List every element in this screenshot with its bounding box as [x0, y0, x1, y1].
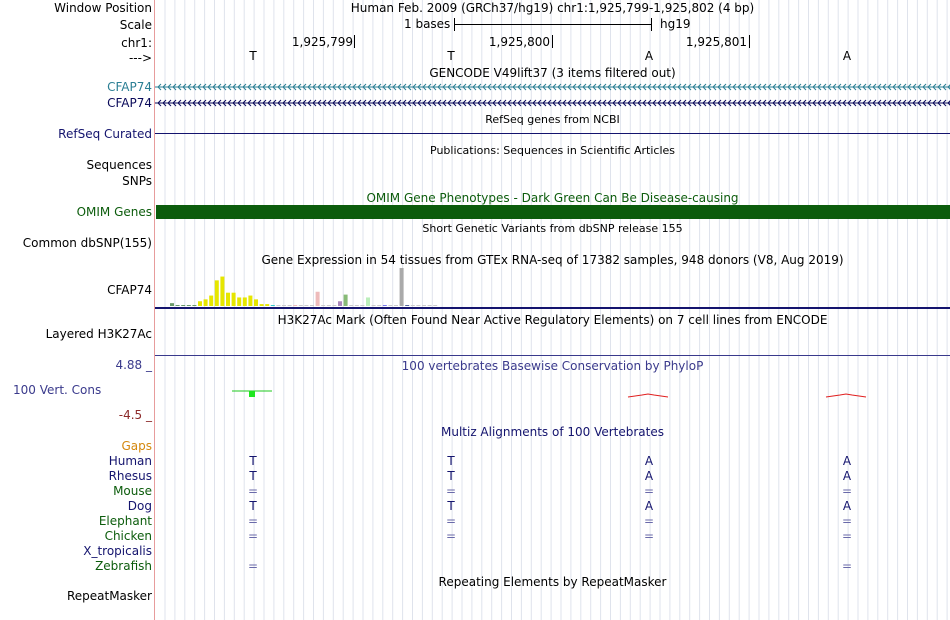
multiz-species-label[interactable]: Mouse	[113, 484, 152, 498]
gtex-bar[interactable]	[215, 280, 219, 306]
gtex-bar[interactable]	[416, 305, 420, 306]
publications-track-label[interactable]: Sequences	[86, 158, 152, 172]
gencode-track-title[interactable]: GENCODE V49lift37 (3 items filtered out)	[429, 66, 676, 80]
multiz-base: =	[445, 514, 457, 528]
gtex-bar[interactable]	[338, 301, 342, 306]
multiz-base: A	[644, 469, 654, 483]
multiz-species-label[interactable]: Zebrafish	[95, 559, 152, 573]
phylop-max-label: 4.88 _	[115, 358, 152, 372]
scale-bar	[454, 24, 652, 25]
multiz-species-label[interactable]: Dog	[127, 499, 152, 513]
refseq-gene-line[interactable]	[155, 133, 950, 134]
gtex-bar[interactable]	[271, 305, 275, 306]
repeatmasker-track-label[interactable]: RepeatMasker	[66, 589, 152, 603]
gtex-bar[interactable]	[282, 305, 286, 306]
gtex-bar[interactable]	[243, 297, 247, 306]
gtex-bar[interactable]	[321, 305, 325, 306]
ref-base-4: A	[842, 49, 852, 63]
strand-label: --->	[128, 51, 152, 65]
gtex-bar[interactable]	[433, 305, 437, 306]
multiz-base: A	[842, 469, 852, 483]
gtex-bar[interactable]	[237, 297, 241, 306]
scale-bar-right-tick	[651, 18, 652, 31]
gtex-bar[interactable]	[220, 277, 224, 306]
gtex-bar[interactable]	[276, 305, 280, 306]
multiz-base: T	[249, 499, 257, 513]
gencode-item-2[interactable]	[155, 98, 950, 108]
gtex-bar[interactable]	[327, 305, 331, 306]
multiz-species-label[interactable]: Rhesus	[108, 469, 152, 483]
window-position-label: Window Position	[54, 1, 152, 15]
gtex-track-title[interactable]: Gene Expression in 54 tissues from GTEx RNA-seq of 17382 samples, 948 donors (V8, Aug 2019)	[261, 253, 844, 267]
coord-label-3: 1,925,801	[685, 35, 747, 49]
scale-bar-text: 1 bases	[404, 17, 451, 31]
omim-track-label[interactable]: OMIM Genes	[76, 205, 152, 219]
multiz-base: =	[445, 484, 457, 498]
multiz-species-label[interactable]: X_tropicalis	[83, 544, 152, 558]
multiz-base: T	[249, 469, 257, 483]
gtex-bar[interactable]	[388, 305, 392, 306]
gtex-bar[interactable]	[204, 299, 208, 306]
dbsnp-track-title[interactable]: Short Genetic Variants from dbSNP release 155	[422, 222, 683, 235]
gtex-bar[interactable]	[248, 296, 252, 306]
multiz-base: A	[842, 499, 852, 513]
multiz-base: =	[841, 559, 853, 573]
gencode-item-label-2[interactable]: CFAP74	[107, 96, 152, 110]
coord-tick-3	[749, 35, 750, 48]
multiz-base: =	[643, 529, 655, 543]
gtex-bar[interactable]	[176, 305, 180, 306]
gtex-bar[interactable]	[304, 305, 308, 306]
coord-label-1: 1,925,799	[291, 35, 353, 49]
coord-tick-2	[552, 35, 553, 48]
chrom-label: chr1:	[121, 36, 152, 50]
gtex-bar[interactable]	[226, 293, 230, 306]
multiz-base: A	[644, 454, 654, 468]
phylop-min-label: -4.5 _	[118, 408, 152, 422]
gtex-bar[interactable]	[293, 305, 297, 306]
grid-lines	[155, 0, 950, 620]
scale-bar-left-tick	[454, 18, 455, 31]
phylop-plot[interactable]	[155, 372, 950, 420]
gtex-bar[interactable]	[411, 305, 415, 306]
gtex-bar[interactable]	[310, 305, 314, 306]
assembly-label: hg19	[660, 17, 691, 31]
coord-label-2: 1,925,800	[488, 35, 550, 49]
publications-track-title[interactable]: Publications: Sequences in Scientific Articles	[430, 144, 675, 157]
gtex-bar-chart[interactable]	[155, 268, 950, 310]
gtex-bar[interactable]	[181, 305, 185, 306]
phylop-negative-line[interactable]	[826, 394, 866, 397]
sidebar-border	[154, 0, 155, 620]
gtex-bar[interactable]	[316, 292, 320, 306]
gtex-bar[interactable]	[355, 305, 359, 306]
multiz-base: =	[841, 484, 853, 498]
multiz-base: A	[842, 454, 852, 468]
coord-tick-1	[354, 35, 355, 48]
gtex-bar[interactable]	[299, 305, 303, 306]
multiz-base: T	[447, 499, 455, 513]
omim-gene-bar[interactable]	[156, 205, 950, 219]
gtex-bar[interactable]	[192, 305, 196, 306]
gencode-item-1[interactable]	[155, 82, 950, 92]
gtex-bar[interactable]	[383, 305, 387, 306]
multiz-base: =	[643, 514, 655, 528]
refseq-track-label[interactable]: RefSeq Curated	[58, 127, 152, 141]
gtex-bar[interactable]	[260, 304, 264, 306]
gtex-bar[interactable]	[377, 305, 381, 306]
ref-base-3: A	[644, 49, 654, 63]
gtex-bar[interactable]	[349, 305, 353, 306]
h3k27ac-baseline	[155, 355, 950, 356]
gtex-bar[interactable]	[209, 296, 213, 306]
gtex-bar[interactable]	[187, 305, 191, 306]
phylop-negative-line[interactable]	[628, 394, 668, 397]
h3k27ac-track-title[interactable]: H3K27Ac Mark (Often Found Near Active Regulatory Elements) on 7 cell lines from ENCODE	[277, 313, 828, 327]
window-position-text: Human Feb. 2009 (GRCh37/hg19) chr1:1,925,799-1,925,802 (4 bp)	[350, 1, 755, 15]
gaps-track-label[interactable]: Gaps	[121, 439, 152, 453]
omim-track-title[interactable]: OMIM Gene Phenotypes - Dark Green Can Be Disease-causing	[366, 191, 739, 205]
gtex-bar[interactable]	[394, 305, 398, 306]
gtex-bar[interactable]	[428, 305, 432, 306]
multiz-base: T	[249, 454, 257, 468]
phylop-positive-bar[interactable]	[249, 391, 255, 397]
multiz-base: =	[247, 514, 259, 528]
multiz-base: =	[247, 484, 259, 498]
multiz-base: T	[447, 454, 455, 468]
gtex-bar[interactable]	[344, 295, 348, 306]
multiz-species-label[interactable]: Elephant	[98, 514, 152, 528]
ref-base-1: T	[249, 49, 257, 63]
dbsnp-track-label[interactable]: Common dbSNP(155)	[22, 236, 152, 250]
multiz-base: =	[445, 529, 457, 543]
repeatmasker-track-title[interactable]: Repeating Elements by RepeatMasker	[438, 575, 667, 589]
multiz-base: =	[841, 529, 853, 543]
gtex-bar[interactable]	[360, 305, 364, 306]
multiz-base: =	[247, 529, 259, 543]
ref-base-2: T	[447, 49, 455, 63]
multiz-species-label[interactable]: Human	[108, 454, 152, 468]
h3k27ac-track-label[interactable]: Layered H3K27Ac	[45, 327, 152, 341]
snps-track-label[interactable]: SNPs	[122, 174, 152, 188]
gtex-bar[interactable]	[288, 305, 292, 306]
gtex-bar[interactable]	[265, 304, 269, 306]
gtex-bar[interactable]	[366, 297, 370, 306]
gtex-bar[interactable]	[198, 301, 202, 306]
multiz-base: A	[644, 499, 654, 513]
multiz-base: =	[247, 559, 259, 573]
gtex-track-label[interactable]: CFAP74	[107, 283, 152, 297]
phylop-track-title[interactable]: 100 vertebrates Basewise Conservation by PhyloP	[401, 359, 704, 373]
multiz-base: =	[643, 484, 655, 498]
multiz-base: =	[841, 514, 853, 528]
gencode-item-label-1[interactable]: CFAP74	[107, 80, 152, 94]
gtex-bar[interactable]	[372, 305, 376, 306]
gtex-bar[interactable]	[405, 305, 409, 306]
gtex-bar[interactable]	[170, 303, 174, 306]
gtex-bar[interactable]	[400, 268, 404, 306]
multiz-species-label[interactable]: Chicken	[104, 529, 152, 543]
gtex-bar[interactable]	[254, 299, 258, 306]
phylop-track-label[interactable]: 100 Vert. Cons	[13, 383, 102, 397]
multiz-track-title[interactable]: Multiz Alignments of 100 Vertebrates	[440, 425, 665, 439]
gtex-bar[interactable]	[422, 305, 426, 306]
scale-label: Scale	[119, 18, 152, 32]
refseq-track-title[interactable]: RefSeq genes from NCBI	[485, 113, 620, 126]
gtex-bar[interactable]	[232, 293, 236, 306]
multiz-base: T	[447, 469, 455, 483]
gtex-bar[interactable]	[332, 305, 336, 306]
